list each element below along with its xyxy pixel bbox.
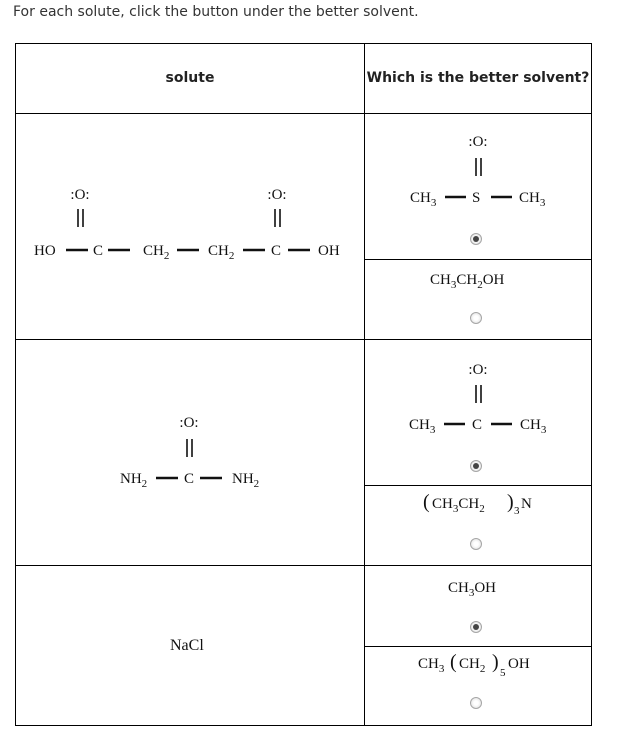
svg-text:CH3OH: $CH_3OH$ [448, 580, 497, 599]
svg-text:CH3CH2: $CH_3CH_2$ [432, 496, 485, 515]
option-divider [364, 646, 591, 647]
solvent-dmso-structure [400, 128, 570, 213]
solvent-triethylamine-formula [415, 488, 555, 524]
svg-text:(: ( [450, 651, 457, 673]
svg-text:N: N [521, 496, 532, 512]
row-divider [16, 113, 591, 114]
instruction-text: For each solute, click the button under the better solvent. [13, 4, 419, 20]
svg-text:5: 5 [500, 667, 506, 679]
radio-acetone[interactable] [470, 460, 482, 472]
solute-succinic-acid-structure [30, 183, 360, 268]
svg-text::O:: :O: [70, 187, 90, 203]
column-divider [364, 44, 365, 725]
row-divider [16, 339, 591, 340]
svg-text::O:: :O: [468, 134, 488, 150]
solvent-acetone-structure [400, 354, 570, 439]
header-solute: solute [165, 70, 215, 86]
svg-text:C: C [472, 417, 483, 433]
option-divider [364, 485, 591, 486]
svg-text:): ) [492, 651, 499, 673]
header-better-solvent: Which is the better solvent? [366, 70, 590, 86]
svg-text:C: C [271, 243, 282, 259]
solvent-methanol-formula [440, 574, 530, 604]
svg-text:CH3: $CH_3$ [410, 190, 437, 209]
svg-text::O:: :O: [267, 187, 287, 203]
svg-text:(: ( [423, 491, 430, 513]
svg-text:): ) [507, 491, 514, 513]
radio-dmso[interactable] [470, 233, 482, 245]
option-divider [364, 259, 591, 260]
radio-methanol[interactable] [470, 621, 482, 633]
svg-text:HO: HO [34, 243, 56, 259]
svg-text:3: 3 [514, 505, 520, 517]
solute-urea-structure [110, 405, 290, 495]
svg-text:C: C [184, 471, 195, 487]
radio-ethanol[interactable] [470, 312, 482, 324]
svg-text:NH2: $NH_2$ [232, 471, 260, 490]
svg-text:NH2: $NH_2$ [120, 471, 148, 490]
solvent-hexanol-formula [412, 649, 552, 683]
solute-nacl: NaCl [170, 637, 204, 654]
radio-triethylamine[interactable] [470, 538, 482, 550]
svg-text:OH: OH [318, 243, 340, 259]
svg-text:C: C [93, 243, 104, 259]
svg-text:CH2: $CH_2$ [208, 243, 235, 262]
svg-text:CH3: $CH_3$ [418, 656, 445, 675]
svg-text:CH3: $CH_3$ [520, 417, 547, 436]
svg-text:CH3CH2OH: $CH_3CH_2OH$ [430, 272, 505, 291]
svg-text::O:: :O: [468, 362, 488, 378]
radio-hexanol[interactable] [470, 697, 482, 709]
svg-text:OH: OH [508, 656, 530, 672]
svg-text:S: S [472, 190, 481, 206]
row-divider [16, 565, 591, 566]
svg-text:CH2: $CH_2$ [459, 656, 486, 675]
svg-text::O:: :O: [179, 415, 199, 431]
svg-text:CH2: $CH_2$ [143, 243, 170, 262]
svg-text:CH3: $CH_3$ [409, 417, 436, 436]
solvent-ethanol-formula [420, 264, 540, 294]
svg-text:CH3: $CH_3$ [519, 190, 546, 209]
